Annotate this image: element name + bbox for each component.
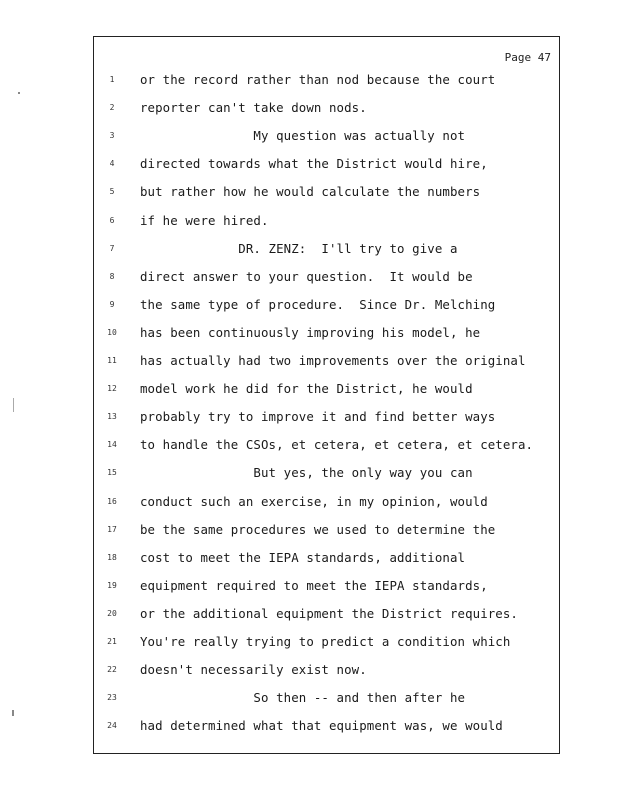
line-text: directed towards what the District would hire,: [140, 156, 488, 172]
line-number: 4: [109, 159, 115, 169]
line-text: But yes, the only way you can: [140, 465, 473, 481]
transcript-line: [94, 326, 561, 350]
line-text: reporter can't take down nods.: [140, 100, 367, 116]
line-text: if he were hired.: [140, 212, 269, 228]
line-number: 5: [109, 187, 115, 197]
line-number: 12: [107, 384, 117, 394]
transcript-line: [94, 579, 561, 603]
transcript-line: [94, 214, 561, 238]
line-text: You're really trying to predict a condition which: [140, 634, 511, 649]
transcript-line: [94, 73, 561, 97]
line-number: 20: [107, 608, 117, 618]
line-text: equipment required to meet the IEPA standards,: [140, 577, 488, 593]
line-text: DR. ZENZ: I'll try to give a: [140, 240, 458, 256]
transcript-line: [94, 101, 561, 125]
line-number: 9: [109, 299, 115, 309]
scan-mark: [18, 92, 20, 94]
line-number: 13: [107, 412, 117, 422]
transcript-line: [94, 495, 561, 519]
line-number: 17: [107, 524, 117, 534]
line-number: 11: [107, 356, 117, 365]
transcript-line: [94, 635, 561, 659]
transcript-line: [94, 466, 561, 490]
transcript-line: [94, 157, 561, 181]
line-number: 19: [107, 580, 117, 590]
line-number: 22: [107, 665, 117, 675]
line-number: 16: [107, 496, 117, 506]
transcript-line: [94, 185, 561, 209]
transcript-line: [94, 691, 561, 715]
line-text: direct answer to your question. It would be: [140, 268, 473, 284]
transcript-line: [94, 607, 561, 631]
line-number: 18: [107, 552, 117, 562]
line-number: 15: [107, 468, 117, 478]
transcript-line: [94, 354, 561, 378]
transcript-line: [94, 382, 561, 406]
line-text: to handle the CSOs, et cetera, et cetera, et cetera.: [140, 437, 534, 453]
line-text: or the record rather than nod because the court: [140, 72, 496, 87]
transcript-line: [94, 551, 561, 575]
line-text: or the additional equipment the District requires.: [140, 605, 518, 621]
line-text: conduct such an exercise, in my opinion, would: [140, 493, 488, 509]
transcript-line: [94, 438, 561, 462]
transcript-line: [94, 242, 561, 266]
line-text: be the same procedures we used to determine the: [140, 521, 496, 537]
scan-mark: [13, 398, 14, 412]
line-number: 2: [109, 103, 115, 113]
line-text: had determined what that equipment was, we would: [140, 718, 503, 734]
line-number: 21: [107, 637, 117, 646]
line-text: doesn't necessarily exist now.: [140, 662, 367, 678]
scan-mark: [12, 710, 14, 716]
line-text: probably try to improve it and find better ways: [140, 409, 496, 425]
transcript-line: [94, 298, 561, 322]
transcript-frame: [93, 36, 560, 754]
line-text: model work he did for the District, he would: [140, 381, 473, 397]
line-number: 3: [109, 131, 115, 141]
line-text: has actually had two improvements over the original: [140, 353, 526, 368]
transcript-line: [94, 270, 561, 294]
transcript-line: [94, 129, 561, 153]
line-text: So then -- and then after he: [140, 690, 466, 706]
line-number: 14: [107, 440, 117, 450]
line-text: cost to meet the IEPA standards, additional: [140, 549, 466, 565]
line-text: but rather how he would calculate the numbers: [140, 184, 481, 200]
transcript-line: [94, 523, 561, 547]
transcript-line: [94, 663, 561, 687]
line-number: 10: [107, 327, 117, 337]
line-number: 1: [109, 75, 115, 84]
transcript-line: [94, 410, 561, 434]
line-number: 7: [109, 243, 115, 253]
line-number: 24: [107, 721, 117, 731]
line-number: 8: [109, 271, 115, 281]
line-text: the same type of procedure. Since Dr. Melching: [140, 296, 496, 312]
transcript-line: [94, 719, 561, 743]
line-number: 6: [109, 215, 115, 225]
line-text: My question was actually not: [140, 128, 466, 144]
page-number: Page 47: [504, 51, 551, 64]
line-text: has been continuously improving his model, he: [140, 324, 481, 340]
line-number: 23: [107, 693, 117, 703]
